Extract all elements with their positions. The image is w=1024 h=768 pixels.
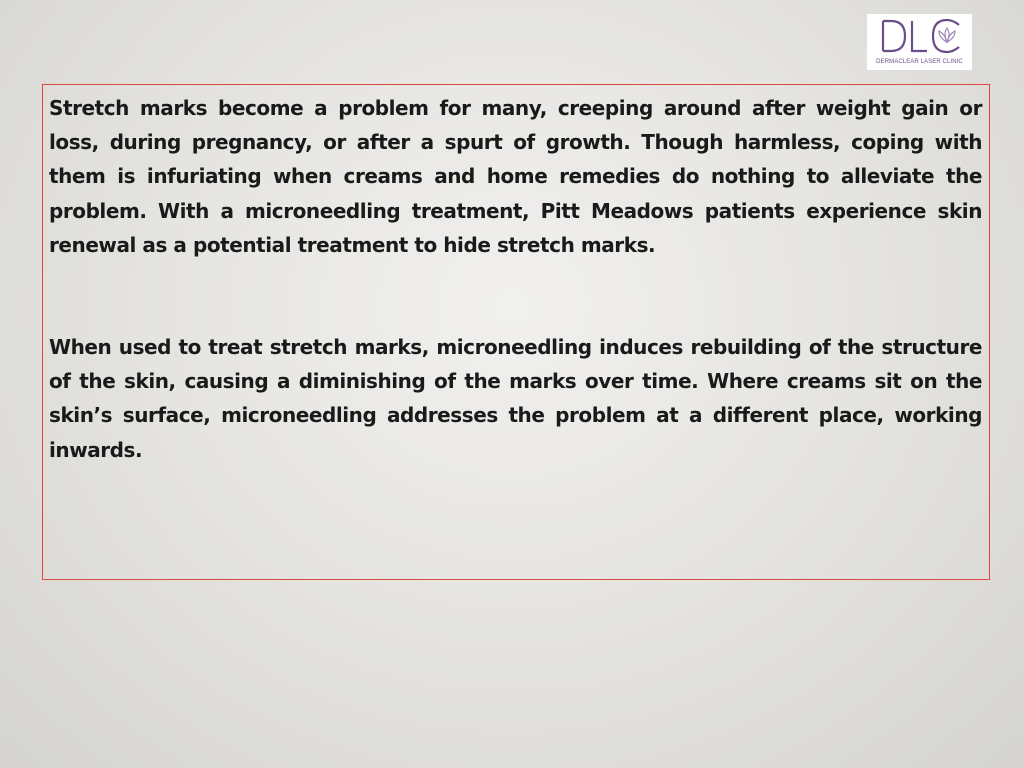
clinic-logo xyxy=(867,14,972,70)
content-box xyxy=(42,84,990,580)
logo-tagline: DERMACLEAR LASER CLINIC xyxy=(876,59,963,65)
paragraph-microneedling: When used to treat stretch marks, microneedling induces rebuilding of the structure of the skin, causing a diminishing of the marks over time. Where creams sit on the skin’s surface, microneedling addresses the problem at a different place, working inwards. xyxy=(49,335,982,462)
dlc-logo-mark xyxy=(867,15,972,57)
paragraph-stretch-marks: Stretch marks become a problem for many, creeping around after weight gain or loss, during pregnancy, or after a spurt of growth. Though harmless, coping with them is infuriating when creams and home remedies do nothing to alleviate the problem. With a microneedling treatment, Pitt Meadows patients experience skin renewal as a potential treatment to hide stretch marks. xyxy=(49,96,982,257)
lotus-icon xyxy=(939,28,955,42)
